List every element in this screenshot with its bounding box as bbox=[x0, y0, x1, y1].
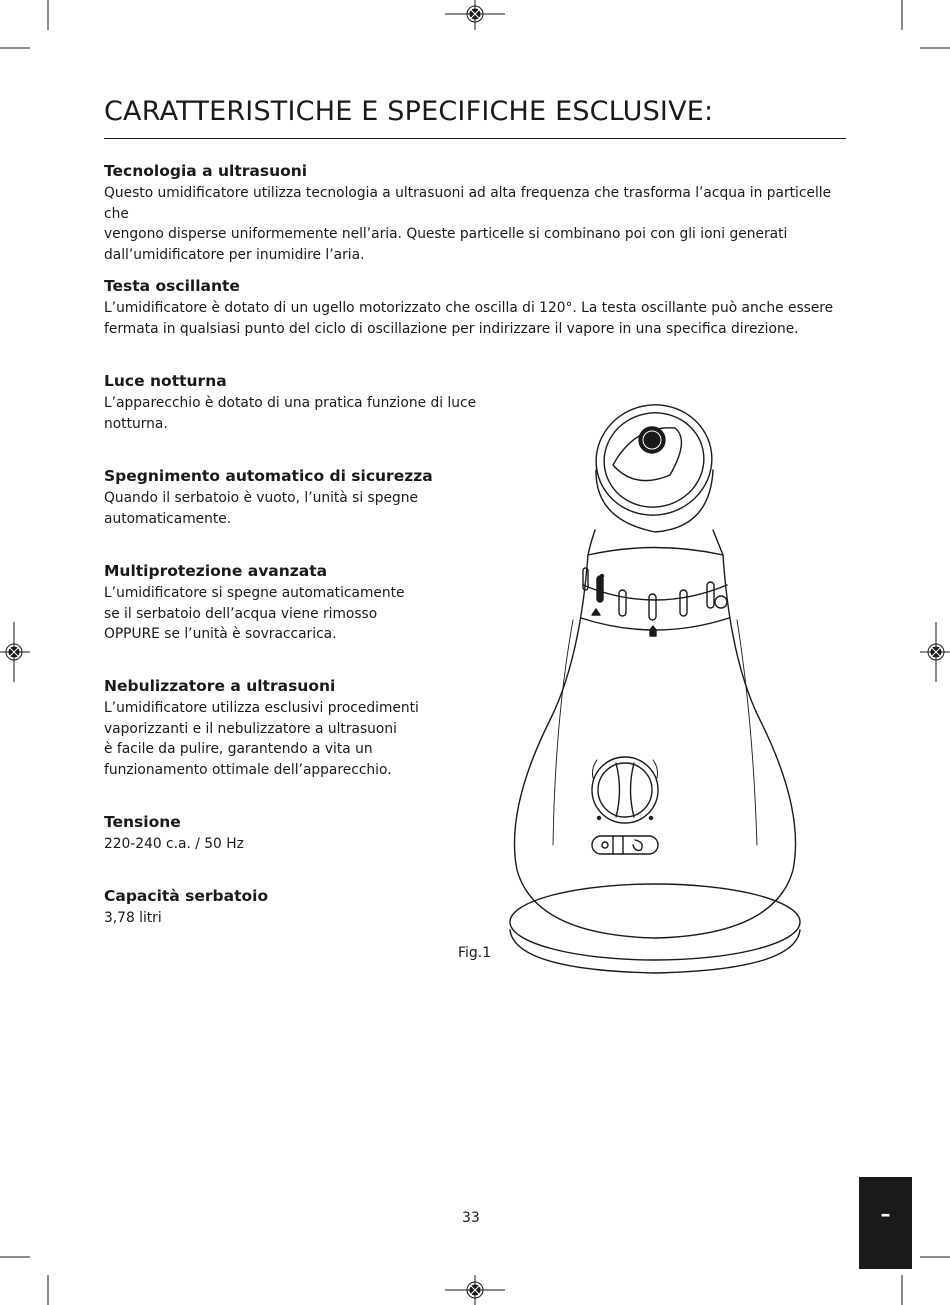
registration-mark-right bbox=[920, 622, 950, 682]
registration-mark-bottom bbox=[445, 1275, 505, 1305]
page-title: CARATTERISTICHE E SPECIFICHE ESCLUSIVE: bbox=[104, 96, 714, 127]
section-ultrasonic-technology bbox=[104, 161, 849, 265]
section-body: L’apparecchio è dotato di una pratica funzione di luce notturna. bbox=[104, 395, 477, 432]
section-multiprotection bbox=[104, 561, 494, 645]
section-heading: Multiprotezione avanzata bbox=[104, 562, 328, 580]
section-auto-shutoff bbox=[104, 466, 494, 529]
section-heading: Spegnimento automatico di sicurezza bbox=[104, 467, 433, 485]
registration-mark-left bbox=[0, 622, 30, 682]
section-oscillating-head bbox=[104, 276, 849, 339]
page-number: 33 bbox=[462, 1210, 480, 1226]
section-nebulizer bbox=[104, 676, 494, 780]
section-heading: Capacità serbatoio bbox=[104, 887, 269, 905]
section-body: Quando il serbatoio è vuoto, l’unità si spegne automaticamente. bbox=[104, 490, 418, 527]
section-tank-capacity bbox=[104, 886, 494, 929]
registration-mark-top bbox=[445, 0, 505, 30]
section-body: L’umidificatore utilizza esclusivi procedimenti vaporizzanti e il nebulizzatore a ultrasuoni è facile da pulire, garantendo a vita un funzionamento ottimale dell’apparecchio. bbox=[104, 700, 419, 778]
section-body: 220-240 c.a. / 50 Hz bbox=[104, 836, 244, 852]
section-night-light bbox=[104, 371, 494, 434]
section-body: Questo umidificatore utilizza tecnologia a ultrasuoni ad alta frequenza che trasforma l’acqua in particelle che vengono disperse uniformemente nell’aria. Queste particelle si combinano poi con gli ioni generati dall’umidificatore per inumidire l’aria. bbox=[104, 185, 832, 263]
section-heading: Tensione bbox=[104, 813, 181, 831]
section-voltage bbox=[104, 812, 494, 855]
language-side-tab: – bbox=[859, 1177, 912, 1269]
section-heading: Luce notturna bbox=[104, 372, 227, 390]
section-heading: Nebulizzatore a ultrasuoni bbox=[104, 677, 336, 695]
section-body: L’umidificatore è dotato di un ugello motorizzato che oscilla di 120°. La testa oscillante può anche essere fermata in qualsiasi punto del ciclo di oscillazione per indirizzare il vapore in una specifica direzione. bbox=[104, 300, 834, 337]
title-divider bbox=[104, 138, 846, 139]
humidifier-illustration bbox=[495, 390, 815, 990]
section-body: 3,78 litri bbox=[104, 910, 162, 926]
section-heading: Testa oscillante bbox=[104, 277, 240, 295]
section-body: L’umidificatore si spegne automaticamente se il serbatoio dell’acqua viene rimosso OPPURE se l’unità è sovraccarica. bbox=[104, 585, 405, 642]
section-heading: Tecnologia a ultrasuoni bbox=[104, 162, 308, 180]
figure-caption: Fig.1 bbox=[458, 945, 492, 961]
